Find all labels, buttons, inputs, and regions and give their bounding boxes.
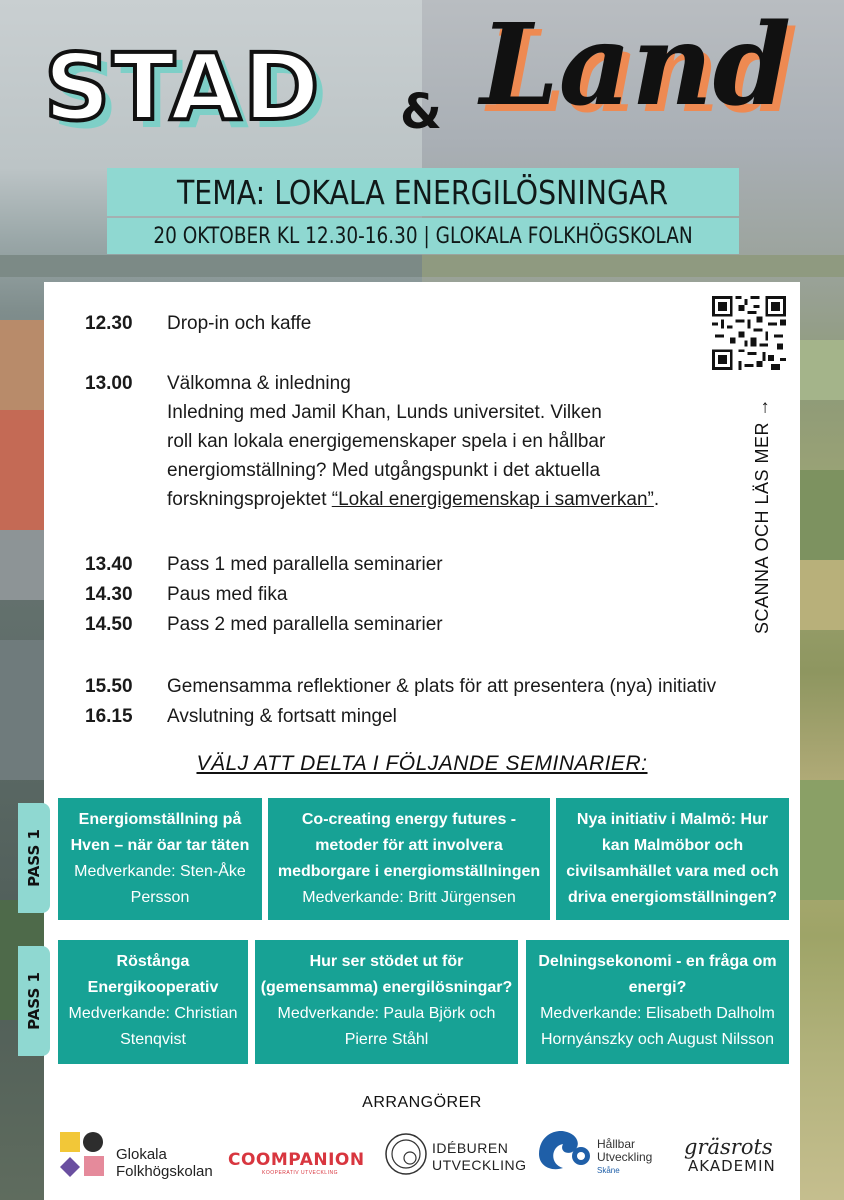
theme-text: TEMA: LOKALA ENERGILÖSNINGAR: [177, 172, 669, 212]
pass-label: PASS 1: [25, 829, 43, 887]
coompanion-subtitle: KOOPERATIV UTVECKLING: [262, 1170, 338, 1176]
seminar-speakers: Stenqvist: [120, 1031, 186, 1048]
qr-code-icon[interactable]: [712, 296, 786, 370]
seminar-title: Hur ser stödet ut för: [309, 953, 464, 970]
schedule-text: Paus med fika: [167, 584, 288, 605]
ideburen-logo[interactable]: [384, 1132, 527, 1178]
hallbar-name-line: Utveckling: [597, 1150, 653, 1164]
seminar-title: metoder för att involvera: [315, 837, 503, 854]
seminar-title: Energikooperativ: [87, 979, 219, 996]
ideburen-circle-icon: [384, 1132, 428, 1176]
seminar-title: (gemensamma) energilösningar?: [260, 979, 513, 996]
title-stad: STAD: [44, 34, 322, 141]
schedule-time: 12.30: [85, 313, 133, 334]
scan-caption: SCANNA OCH LÄS MER →: [752, 397, 772, 634]
grasrots-script: gräsrots: [684, 1135, 773, 1159]
seminar-card[interactable]: [58, 940, 248, 1064]
akademin-word: AKADEMIN: [688, 1157, 776, 1175]
seminar-speakers: Medverkande: Christian: [68, 1005, 238, 1022]
title-ampersand: &: [400, 84, 442, 140]
hallbar-utveckling-logo[interactable]: [533, 1124, 673, 1178]
schedule-text: Drop-in och kaffe: [167, 313, 312, 334]
date-place-text: 20 OKTOBER KL 12.30-16.30 | GLOKALA FOLKHÖGSKOLAN: [153, 223, 693, 249]
schedule-time: 16.15: [85, 706, 133, 727]
seminar-card[interactable]: [556, 798, 789, 920]
seminar-card[interactable]: [58, 798, 262, 920]
pass-label: PASS 1: [25, 972, 43, 1030]
schedule-text: Avslutning & fortsatt mingel: [167, 706, 397, 727]
seminar-card[interactable]: [268, 798, 550, 920]
schedule-text: Gemensamma reflektioner & plats för att presentera (nya) initiativ: [167, 676, 717, 697]
ideburen-name-line: IDÉBUREN: [432, 1140, 509, 1156]
grasrots-akademin-logo[interactable]: [684, 1136, 794, 1180]
seminar-speakers: Medverkande: Britt Jürgensen: [302, 889, 516, 906]
seminar-speakers: Persson: [130, 889, 190, 906]
pass-tab: [18, 803, 50, 913]
seminar-speakers: Pierre Ståhl: [344, 1031, 429, 1048]
glokala-name-line: Glokala: [116, 1146, 167, 1163]
seminar-title: Nya initiativ i Malmö: Hur: [576, 811, 769, 828]
ideburen-name-line: UTVECKLING: [432, 1157, 527, 1173]
coompanion-logo[interactable]: [228, 1150, 364, 1180]
organizers-heading: ARRANGÖRER: [362, 1094, 482, 1111]
schedule-time: 14.50: [85, 614, 133, 635]
seminar-speakers: Hornyánszky och August Nilsson: [541, 1031, 774, 1048]
schedule-time: 13.40: [85, 554, 133, 575]
hallbar-region: Skåne: [597, 1166, 620, 1175]
schedule-time: 14.30: [85, 584, 133, 605]
seminar-speakers: Medverkande: Paula Björk och: [277, 1005, 496, 1022]
schedule-text: Inledning med Jamil Khan, Lunds universitet. Vilken: [167, 402, 602, 423]
pass-tab: [18, 946, 50, 1056]
hallbar-wave-icon: [533, 1124, 595, 1176]
schedule-text-link-line: [167, 489, 659, 511]
seminar-title: driva energiomställningen?: [568, 889, 777, 906]
seminars-heading-text: VÄLJ ATT DELTA I FÖLJANDE SEMINARIER:: [196, 752, 648, 775]
schedule-text: Pass 1 med parallella seminarier: [167, 554, 443, 575]
glokala-shapes-icon: [58, 1130, 108, 1180]
date-banner: [107, 218, 739, 254]
link-prefix: forskningsprojektet: [167, 489, 332, 510]
seminar-title: Hven – när öar tar täten: [70, 837, 250, 854]
seminar-title: energi?: [628, 979, 687, 996]
coompanion-name: COOMPANION: [228, 1150, 365, 1170]
theme-banner: [107, 168, 739, 216]
seminar-title: Co-creating energy futures -: [301, 811, 517, 828]
seminar-title: civilsamhället vara med och: [566, 863, 779, 880]
schedule-time: 13.00: [85, 373, 133, 394]
seminar-card[interactable]: [526, 940, 789, 1064]
seminar-title: Delningsekonomi - en fråga om: [538, 953, 777, 970]
research-project-link[interactable]: “Lokal energigemenskap i samverkan”: [331, 489, 654, 510]
schedule-text: Välkomna & inledning: [167, 373, 351, 394]
glokala-name-line: Folkhögskolan: [116, 1163, 213, 1180]
link-suffix: .: [653, 489, 660, 510]
seminar-speakers: Medverkande: Sten-Åke: [74, 863, 246, 880]
seminar-title: Röstånga: [116, 953, 190, 970]
seminar-card[interactable]: [255, 940, 518, 1064]
title-land: Land: [480, 0, 792, 131]
glokala-logo[interactable]: [58, 1130, 228, 1180]
seminars-heading: [0, 752, 844, 776]
seminar-title: kan Malmöbor och: [601, 837, 744, 854]
seminar-title: Energiomställning på: [78, 811, 242, 828]
seminar-speakers: Medverkande: Elisabeth Dalholm: [540, 1005, 775, 1022]
schedule-text: Pass 2 med parallella seminarier: [167, 614, 443, 635]
schedule-text: roll kan lokala energigemenskaper spela i en hållbar: [167, 431, 606, 452]
hallbar-name-line: Hållbar: [597, 1137, 636, 1151]
seminar-title: medborgare i energiomställningen: [277, 863, 541, 880]
schedule-time: 15.50: [85, 676, 133, 697]
schedule-text: energiomställning? Med utgångspunkt i det aktuella: [167, 460, 601, 481]
